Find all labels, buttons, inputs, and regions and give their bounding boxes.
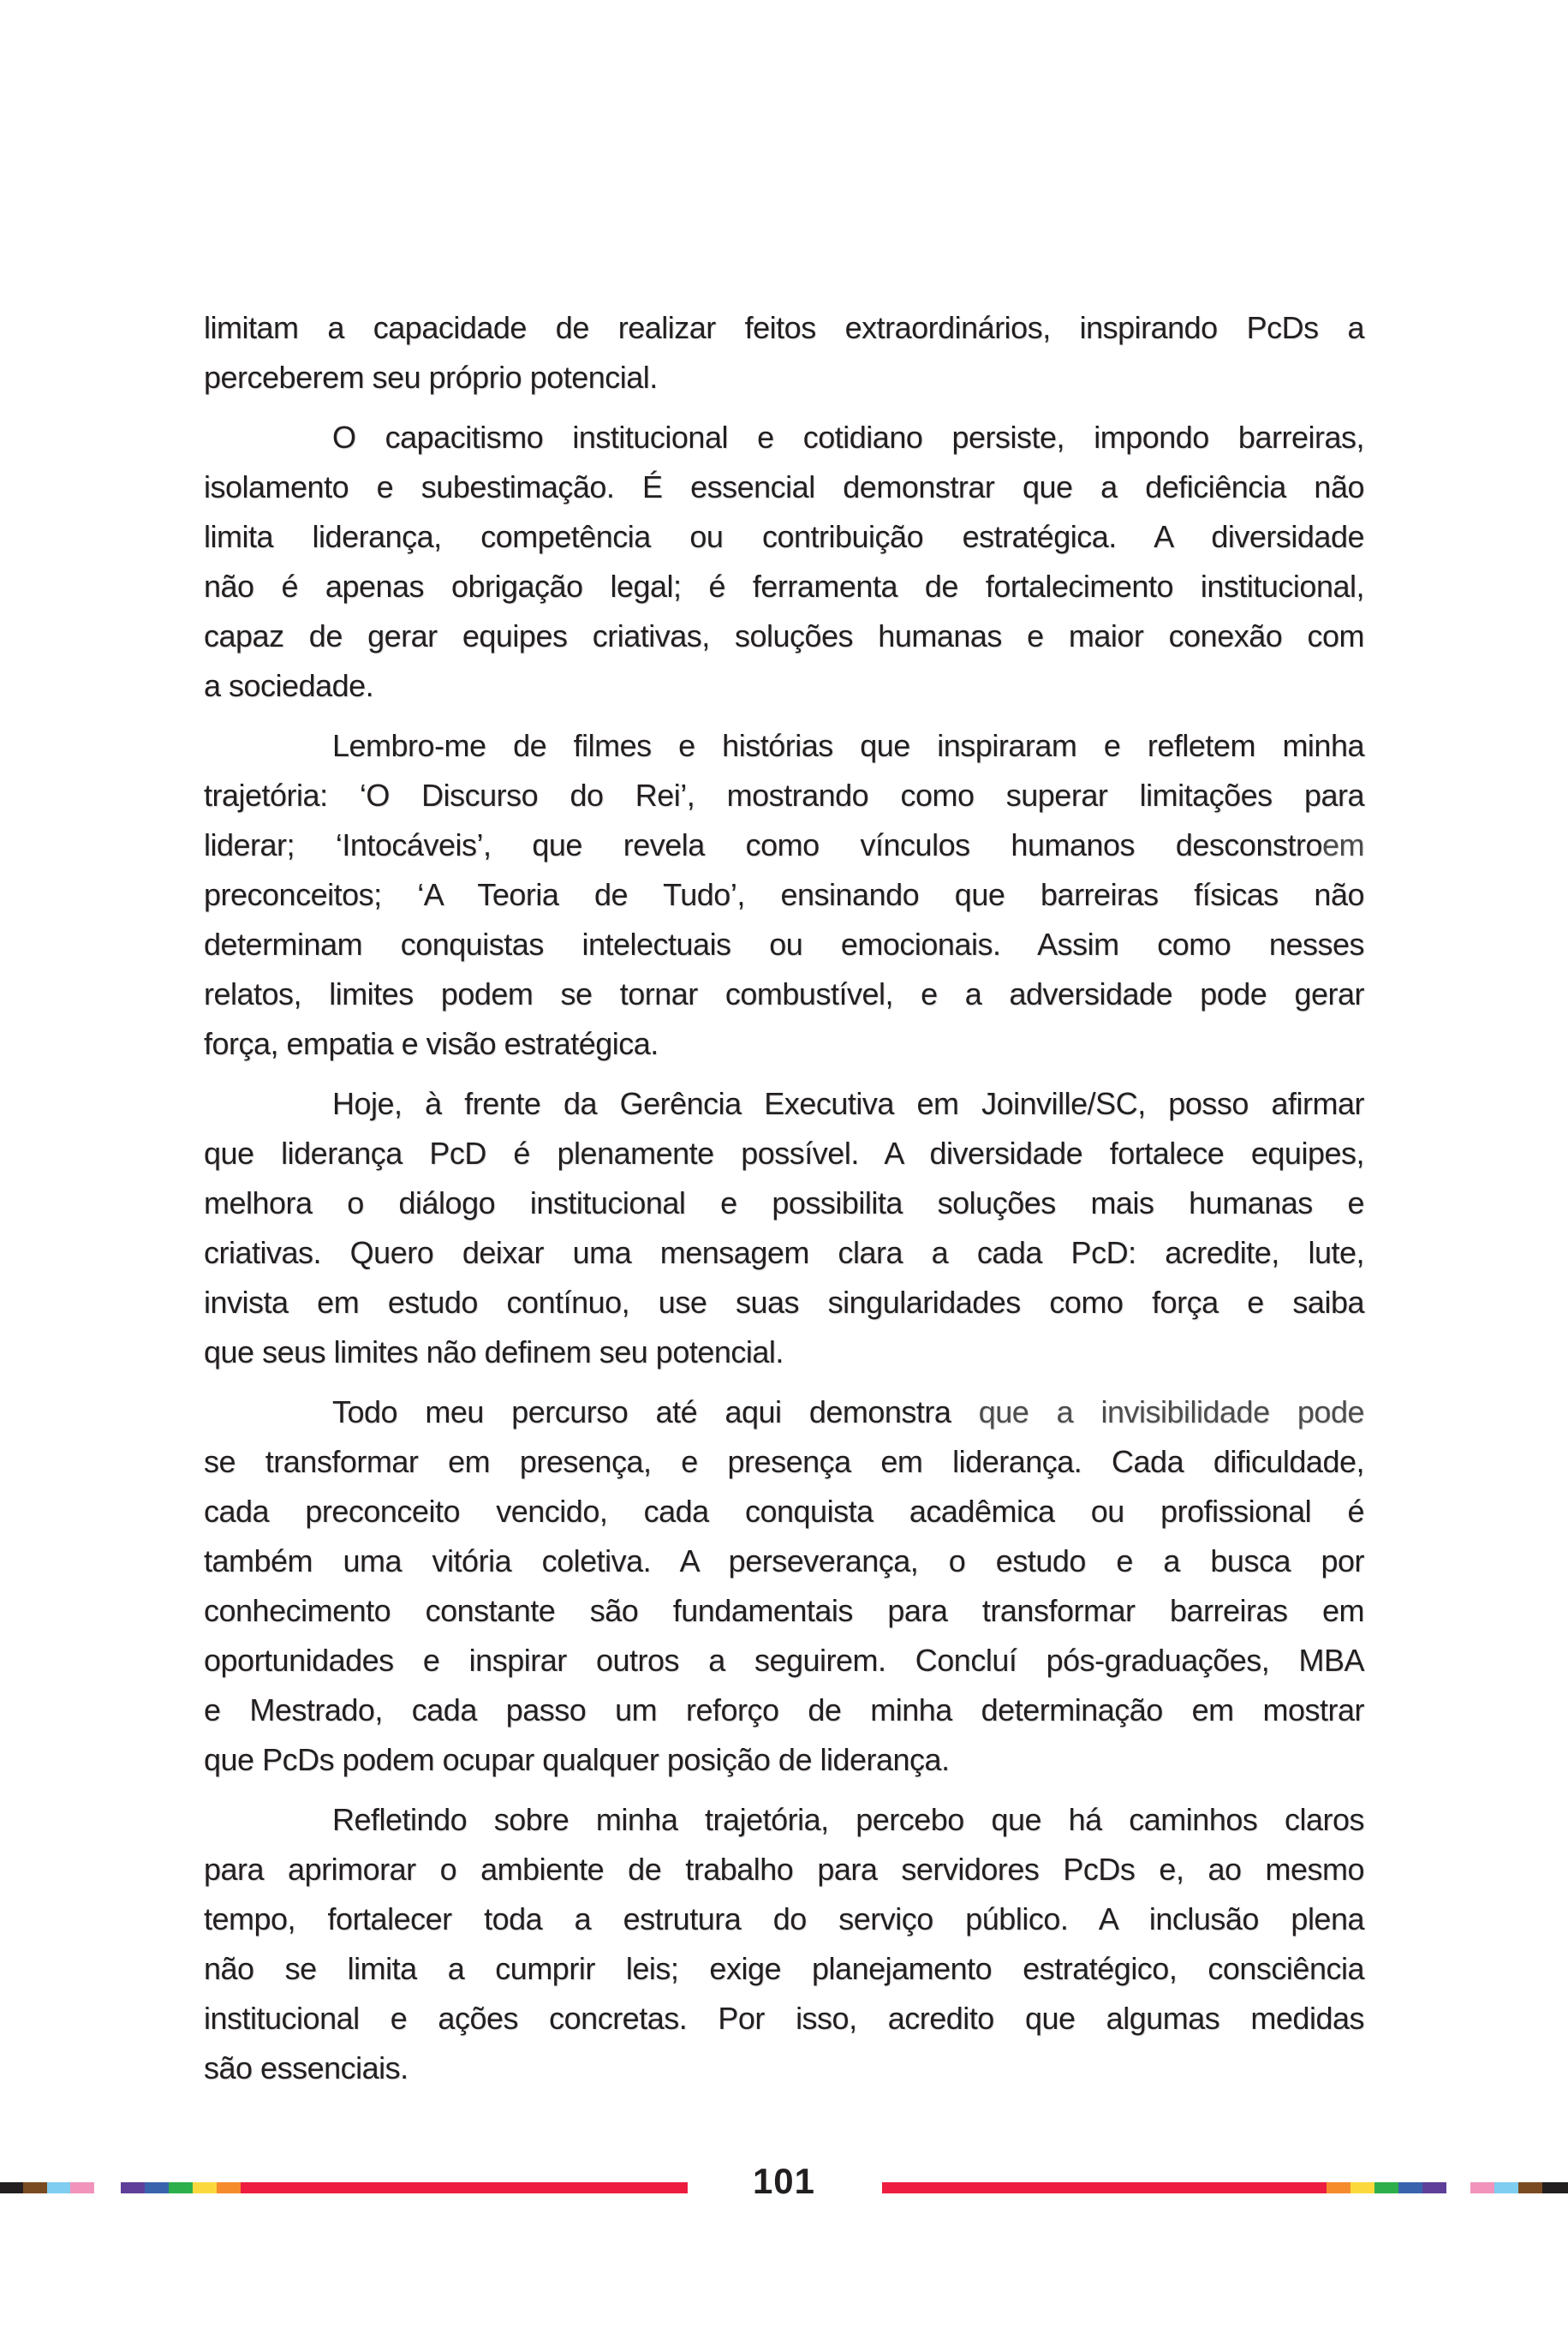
text-line: Refletindo sobre minha trajetória, percebo que há caminhos claros: [332, 1802, 1364, 1837]
muted-text: que a invisibilidade pode: [978, 1394, 1364, 1429]
text-line: que PcDs podem ocupar qualquer posição de liderança.: [204, 1742, 950, 1777]
text-line: capaz de gerar equipes criativas, soluções humanas e maior conexão com: [204, 618, 1364, 653]
text-line: liderar; ‘Intocáveis’, que revela como vínculos humanos desconstroem: [204, 827, 1364, 862]
text-line: limitam a capacidade de realizar feitos extraordinários, inspirando PcDs a: [204, 310, 1364, 345]
text-line: tempo, fortalecer toda a estrutura do serviço público. A inclusão plena: [204, 1901, 1364, 1936]
paragraph: [204, 303, 1364, 403]
text-line: e Mestrado, cada passo um reforço de minha determinação em mostrar: [204, 1692, 1364, 1727]
text-line: preconceitos; ‘A Teoria de Tudo’, ensinando que barreiras físicas não: [204, 877, 1364, 912]
text-line: relatos, limites podem se tornar combustível, e a adversidade pode gerar: [204, 976, 1364, 1011]
text-line: para aprimorar o ambiente de trabalho para servidores PcDs e, ao mesmo: [204, 1852, 1364, 1887]
text-line: que liderança PcD é plenamente possível. A diversidade fortalece equipes,: [204, 1136, 1364, 1171]
text-line: se transformar em presença, e presença em liderança. Cada dificuldade,: [204, 1444, 1364, 1479]
text-line: que seus limites não definem seu potencial.: [204, 1334, 784, 1369]
text-line: O capacitismo institucional e cotidiano persiste, impondo barreiras,: [332, 420, 1364, 455]
text-line: não é apenas obrigação legal; é ferramenta de fortalecimento institucional,: [204, 569, 1364, 604]
text-line: são essenciais.: [204, 2050, 408, 2085]
text-line: Lembro-me de filmes e histórias que inspiraram e refletem minha: [332, 728, 1364, 763]
text-line: não se limita a cumprir leis; exige planejamento estratégico, consciência: [204, 1951, 1364, 1986]
text-line: cada preconceito vencido, cada conquista acadêmica ou profissional é: [204, 1494, 1364, 1529]
text-line: limita liderança, competência ou contribuição estratégica. A diversidade: [204, 519, 1364, 554]
text-line: perceberem seu próprio potencial.: [204, 360, 658, 395]
paragraph: [204, 1387, 1364, 1785]
text-line: criativas. Quero deixar uma mensagem clara a cada PcD: acredite, lute,: [204, 1235, 1364, 1270]
text-line: conhecimento constante são fundamentais para transformar barreiras em: [204, 1593, 1364, 1628]
muted-text: em: [1321, 827, 1364, 862]
text-line: melhora o diálogo institucional e possibilita soluções mais humanas e: [204, 1185, 1364, 1220]
text-line: oportunidades e inspirar outros a seguirem. Concluí pós-graduações, MBA: [204, 1643, 1364, 1678]
text-line: determinam conquistas intelectuais ou emocionais. Assim como nesses: [204, 927, 1364, 962]
paragraph: [204, 721, 1364, 1069]
text-line: Hoje, à frente da Gerência Executiva em Joinville/SC, posso afirmar: [332, 1086, 1364, 1121]
text-line: a sociedade.: [204, 668, 374, 703]
paragraph: [204, 413, 1364, 711]
text-line: isolamento e subestimação. É essencial demonstrar que a deficiência não: [204, 469, 1364, 504]
paragraph: [204, 1795, 1364, 2093]
text-line: institucional e ações concretas. Por isso, acredito que algumas medidas: [204, 2001, 1364, 2036]
text-line: força, empatia e visão estratégica.: [204, 1026, 659, 1061]
paragraph: [204, 1079, 1364, 1377]
text-line: invista em estudo contínuo, use suas singularidades como força e saiba: [204, 1285, 1364, 1320]
page-number: 101: [752, 2161, 816, 2201]
text-line: também uma vitória coletiva. A perseverança, o estudo e a busca por: [204, 1543, 1364, 1578]
text-line: trajetória: ‘O Discurso do Rei’, mostrando como superar limitações para: [204, 778, 1364, 813]
text-line: Todo meu percurso até aqui demonstra que a invisibilidade pode: [332, 1394, 1364, 1429]
body-text: [204, 303, 1364, 2103]
